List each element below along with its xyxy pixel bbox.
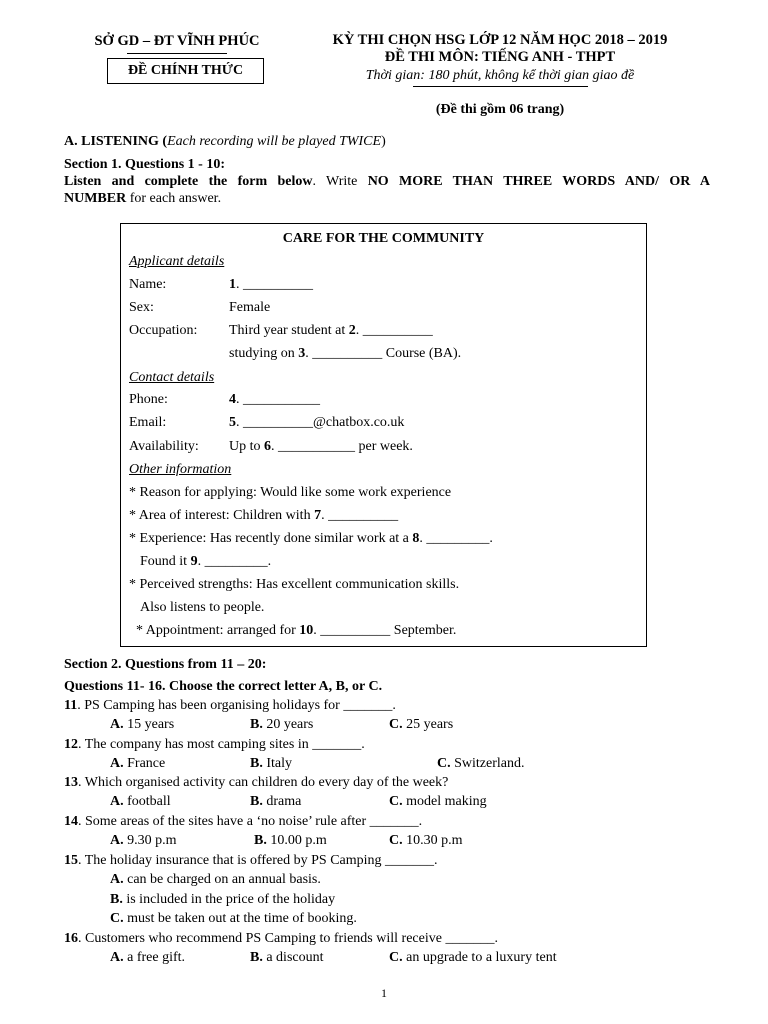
- q14-option-b: B. 10.00 p.m: [254, 833, 327, 848]
- q15-option-c: C. must be taken out at the time of booking.: [110, 911, 357, 926]
- question-13: 13. Which organised activity can children do every day of the week?: [64, 775, 449, 790]
- exam-time-note: Thời gian: 180 phút, không kể thời gian giao đề: [365, 68, 635, 83]
- q12-option-c: C. Switzerland.: [437, 756, 525, 771]
- q14-option-c: C. 10.30 p.m: [389, 833, 463, 848]
- question-11: 11. PS Camping has been organising holidays for _______.: [64, 698, 396, 713]
- department-header: [66, 32, 288, 54]
- listens-line: Also listens to people.: [140, 600, 265, 615]
- q13-option-a: A. football: [110, 794, 171, 809]
- q13-option-b: B. drama: [250, 794, 302, 809]
- pages-note: (Đề thi gồm 06 trang): [435, 102, 565, 117]
- email-label: Email:: [129, 415, 167, 430]
- q16-option-b: B. a discount: [250, 950, 324, 965]
- phone-answer: 4. ___________: [229, 392, 320, 407]
- reason-line: * Reason for applying: Would like some work experience: [129, 485, 452, 500]
- official-label-box: ĐỀ CHÍNH THỨC: [107, 58, 264, 84]
- care-form-box: [120, 223, 647, 647]
- q12-option-a: A. France: [110, 756, 166, 771]
- q14-option-a: A. 9.30 p.m: [110, 833, 177, 848]
- question-15: 15. The holiday insurance that is offered by PS Camping _______.: [64, 853, 438, 868]
- page-number: 1: [381, 986, 387, 1000]
- department-underline: [127, 53, 227, 54]
- time-underline: [413, 86, 588, 87]
- section2-heading: Section 2. Questions from 11 – 20:: [64, 657, 267, 672]
- sex-value: Female: [229, 300, 271, 315]
- occupation-label: Occupation:: [129, 323, 198, 338]
- question-16: 16. Customers who recommend PS Camping to friends will receive _______.: [64, 931, 498, 946]
- occupation-answer: Third year student at 2. __________: [229, 323, 433, 338]
- study-answer: studying on 3. __________ Course (BA).: [229, 346, 462, 361]
- q11-option-b: B. 20 years: [250, 717, 314, 732]
- section2-subheading: Questions 11- 16. Choose the correct letter A, B, or C.: [64, 679, 383, 694]
- exam-header: [300, 32, 700, 87]
- exam-subject: ĐỀ THI MÔN: TIẾNG ANH - THPT: [384, 49, 616, 65]
- name-label: Name:: [129, 277, 167, 292]
- found-line: Found it 9. _________.: [140, 554, 272, 569]
- availability-answer: Up to 6. ___________ per week.: [229, 439, 413, 454]
- appointment-line: * Appointment: arranged for 10. __________ September.: [136, 623, 457, 638]
- name-answer: 1. __________: [229, 277, 313, 292]
- strengths-line: * Perceived strengths: Has excellent communication skills.: [129, 577, 460, 592]
- form-title: CARE FOR THE COMMUNITY: [282, 231, 485, 246]
- q12-option-b: B. Italy: [250, 756, 292, 771]
- department-name: SỞ GD – ĐT VĨNH PHÚC: [94, 33, 260, 49]
- sex-label: Sex:: [129, 300, 154, 315]
- other-heading: Other information: [129, 462, 232, 477]
- experience-line: * Experience: Has recently done similar work at a 8. _________.: [129, 531, 493, 546]
- exam-title: KỲ THI CHỌN HSG LỚP 12 NĂM HỌC 2018 – 2019: [332, 32, 668, 48]
- section1-instruction: Listen and complete the form below. Write NO MORE THAN THREE WORDS AND/ OR A: [64, 174, 710, 189]
- interest-line: * Area of interest: Children with 7. __________: [129, 508, 399, 523]
- section1-heading: Section 1. Questions 1 - 10:: [64, 157, 225, 172]
- part-a-heading: A. LISTENING (Each recording will be played TWICE): [64, 134, 386, 149]
- q11-option-c: C. 25 years: [389, 717, 454, 732]
- q16-option-c: C. an upgrade to a luxury tent: [389, 950, 557, 965]
- email-answer: 5. __________@chatbox.co.uk: [229, 415, 405, 430]
- q15-option-b: B. is included in the price of the holiday: [110, 892, 336, 907]
- q15-option-a: A. can be charged on an annual basis.: [110, 872, 321, 887]
- q13-option-c: C. model making: [389, 794, 487, 809]
- q11-option-a: A. 15 years: [110, 717, 175, 732]
- section1-instruction-cont: NUMBER for each answer.: [64, 191, 222, 206]
- applicant-heading: Applicant details: [129, 254, 225, 269]
- question-12: 12. The company has most camping sites in _______.: [64, 737, 365, 752]
- q16-option-a: A. a free gift.: [110, 950, 186, 965]
- question-14: 14. Some areas of the sites have a ‘no noise’ rule after _______.: [64, 814, 423, 829]
- phone-label: Phone:: [129, 392, 168, 407]
- contact-heading: Contact details: [129, 370, 215, 385]
- availability-label: Availability:: [129, 439, 199, 454]
